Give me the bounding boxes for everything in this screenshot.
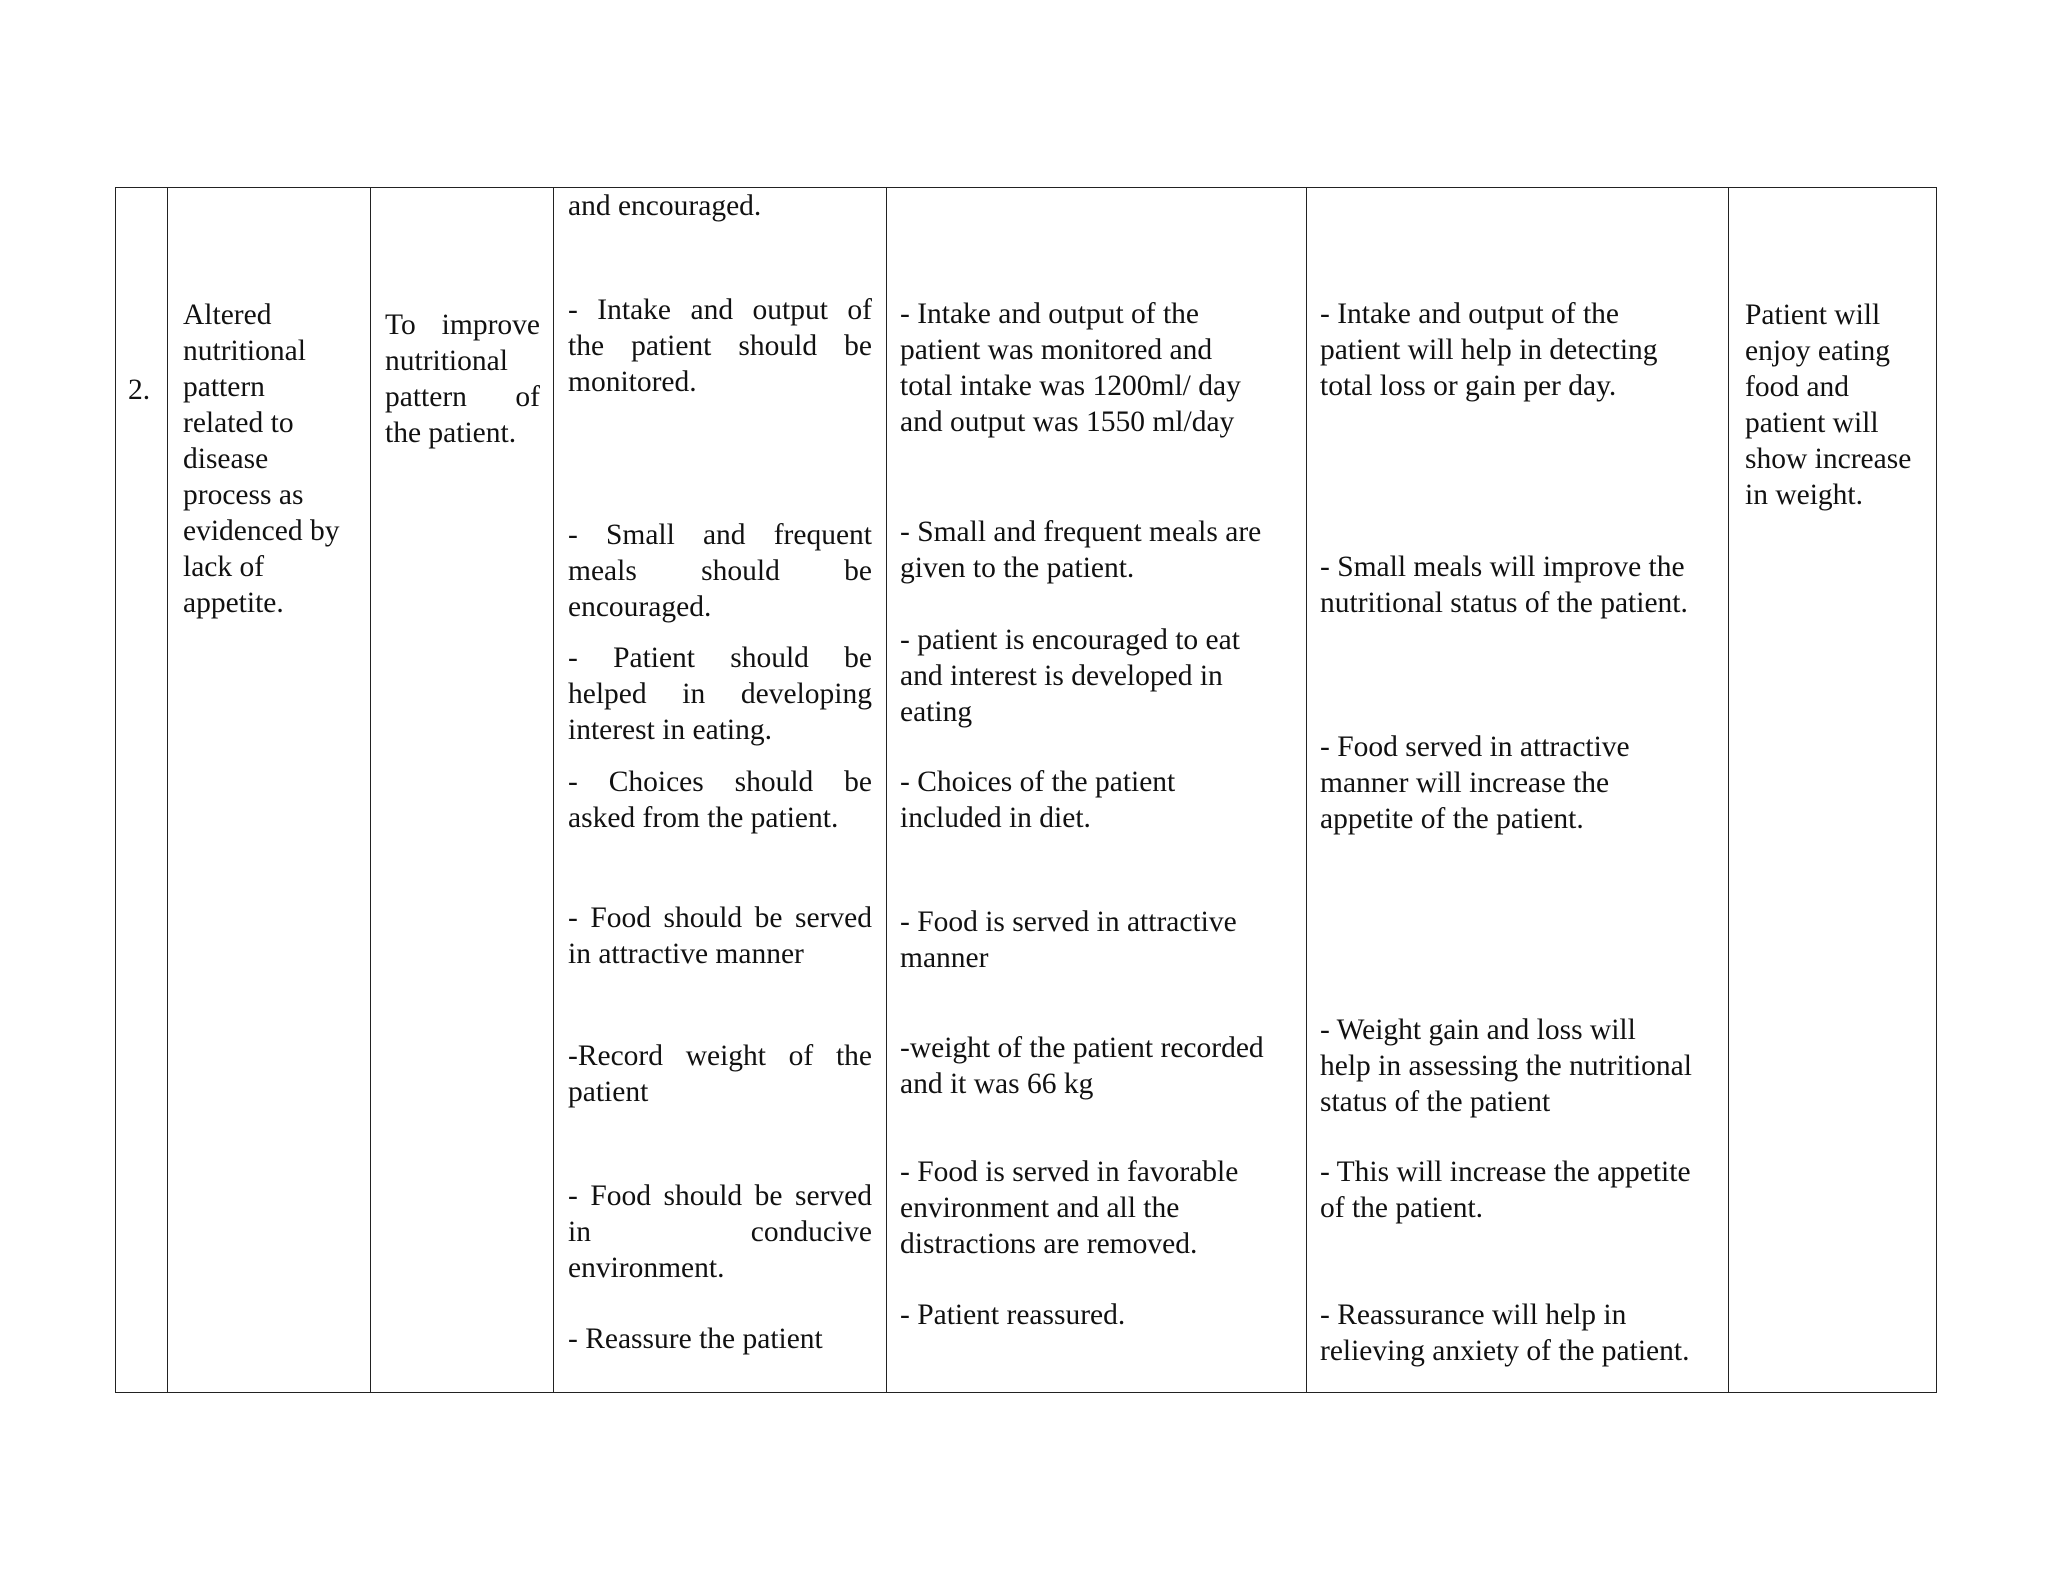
text-line: included in diet.: [900, 802, 1091, 834]
implementation-item: [900, 1030, 1300, 1102]
text-line: - Intake and output of the: [1320, 298, 1620, 330]
implementation-item: [900, 514, 1300, 586]
text-line: nutritional: [385, 345, 508, 377]
text-line: environment and all the: [900, 1192, 1180, 1224]
text-line: related to: [183, 407, 294, 439]
text-line: process as: [183, 479, 304, 511]
text-line: food and: [1745, 371, 1850, 403]
rationale-item: [1320, 549, 1740, 621]
text-line: - Small and frequent: [568, 519, 872, 551]
text-line: - Intake and output of the: [900, 298, 1200, 330]
text-line: meals should be: [568, 555, 872, 587]
text-line: appetite.: [183, 587, 284, 619]
text-line: patient will: [1745, 407, 1879, 439]
interventions-item: [568, 764, 872, 836]
text-line: - Small and frequent meals are: [900, 516, 1262, 548]
text-line: interest in eating.: [568, 714, 772, 746]
text-line: show increase: [1745, 443, 1912, 475]
text-line: environment.: [568, 1252, 725, 1284]
text-line: To improve: [385, 309, 540, 341]
rationale-item: [1320, 1154, 1740, 1226]
interventions-item: [568, 292, 872, 400]
implementation-item: [900, 764, 1300, 836]
text-line: asked from the patient.: [568, 802, 839, 834]
text-line: - patient is encouraged to eat: [900, 624, 1240, 656]
text-line: disease: [183, 443, 269, 475]
text-line: the patient should be: [568, 330, 872, 362]
text-line: in weight.: [1745, 479, 1863, 511]
text-line: - Weight gain and loss will: [1320, 1014, 1636, 1046]
goal-cell: [385, 307, 540, 451]
text-line: - Food is served in attractive: [900, 906, 1237, 938]
text-line: and output was 1550 ml/day: [900, 406, 1235, 438]
text-line: - Intake and output of: [568, 294, 872, 326]
implementation-item: [900, 1297, 1300, 1333]
text-line: - Patient reassured.: [900, 1299, 1126, 1331]
text-line: status of the patient: [1320, 1086, 1551, 1118]
text-line: pattern of: [385, 381, 540, 413]
text-line: of the patient.: [1320, 1192, 1484, 1224]
evaluation-cell: [1745, 297, 1925, 513]
text-line: - Choices should be: [568, 766, 872, 798]
text-line: - Reassurance will help in: [1320, 1299, 1627, 1331]
text-line: - Reassure the patient: [568, 1323, 823, 1355]
interventions-item: [568, 1038, 872, 1110]
text-line: enjoy eating: [1745, 335, 1890, 367]
text-line: - Food is served in favorable: [900, 1156, 1239, 1188]
text-line: distractions are removed.: [900, 1228, 1198, 1260]
text-line: -Record weight of the: [568, 1040, 872, 1072]
text-line: - Small meals will improve the: [1320, 551, 1685, 583]
text-line: total intake was 1200ml/ day: [900, 370, 1241, 402]
text-line: monitored.: [568, 366, 697, 398]
text-line: given to the patient.: [900, 552, 1135, 584]
nursing-diagnosis-cell: [183, 297, 373, 621]
text-line: -weight of the patient recorded: [900, 1032, 1264, 1064]
rationale-item: [1320, 1297, 1740, 1369]
text-line: patient will help in detecting: [1320, 334, 1658, 366]
implementation-item: [900, 296, 1300, 440]
rationale-item: [1320, 1012, 1740, 1120]
column-divider: [1306, 188, 1307, 1392]
continued-text: and encouraged.: [568, 190, 762, 222]
text-line: pattern: [183, 371, 265, 403]
text-line: - Food should be served: [568, 902, 872, 934]
text-line: total loss or gain per day.: [1320, 370, 1617, 402]
text-line: and interest is developed in: [900, 660, 1223, 692]
column-divider: [167, 188, 168, 1392]
text-line: helped in developing: [568, 678, 872, 710]
rationale-item: [1320, 296, 1740, 404]
text-line: in conducive: [568, 1216, 872, 1248]
text-line: the patient.: [385, 417, 517, 449]
text-line: manner will increase the: [1320, 767, 1610, 799]
text-line: - Food served in attractive: [1320, 731, 1630, 763]
text-line: - Patient should be: [568, 642, 872, 674]
interventions-item: [568, 1178, 872, 1286]
column-divider: [553, 188, 554, 1392]
text-line: nutritional status of the patient.: [1320, 587, 1688, 619]
rationale-item: [1320, 729, 1740, 837]
text-line: - Food should be served: [568, 1180, 872, 1212]
implementation-item: [900, 622, 1300, 730]
text-line: - This will increase the appetite: [1320, 1156, 1691, 1188]
text-line: lack of: [183, 551, 265, 583]
text-line: - Choices of the patient: [900, 766, 1176, 798]
text-line: patient was monitored and: [900, 334, 1213, 366]
text-line: eating: [900, 696, 973, 728]
interventions-item: [568, 1321, 872, 1357]
text-line: patient: [568, 1076, 649, 1108]
row-number: 2.: [128, 374, 151, 406]
interventions-item: [568, 900, 872, 972]
text-line: manner: [900, 942, 989, 974]
text-line: in attractive manner: [568, 938, 804, 970]
text-line: help in assessing the nutritional: [1320, 1050, 1692, 1082]
text-line: appetite of the patient.: [1320, 803, 1584, 835]
text-line: evidenced by: [183, 515, 340, 547]
implementation-item: [900, 1154, 1300, 1262]
text-line: and it was 66 kg: [900, 1068, 1094, 1100]
column-divider: [886, 188, 887, 1392]
text-line: Patient will: [1745, 299, 1881, 331]
text-line: nutritional: [183, 335, 306, 367]
text-line: encouraged.: [568, 591, 712, 623]
text-line: Altered: [183, 299, 272, 331]
implementation-item: [900, 904, 1300, 976]
interventions-item: [568, 640, 872, 748]
interventions-item: [568, 517, 872, 625]
text-line: relieving anxiety of the patient.: [1320, 1335, 1690, 1367]
